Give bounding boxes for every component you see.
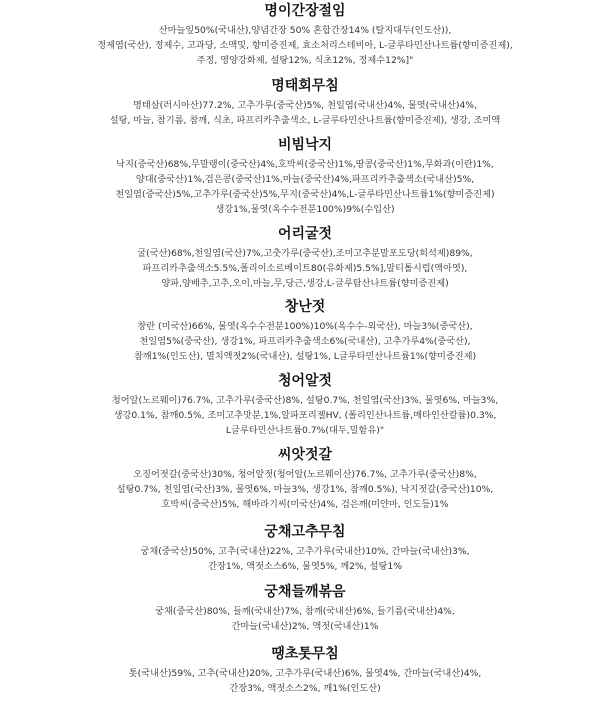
ingredient-line: 양대(중국산)1%,검은콩(중국산)1%,마늘(중국산)4%,파프리카추출색소(국내산)5%,: [135, 174, 475, 185]
ingredient-text: [0, 157, 610, 217]
ingredient-line: L글루타민산나트륨0.7%(대두,밀함유)": [225, 425, 385, 436]
section-title: 궁채들깨볶음: [264, 584, 346, 600]
ingredient-line: 산마늘잎50%(국내산),양념간장 50% 혼합간장14% (탈지대두(인도산)),: [158, 25, 452, 36]
ingredient-line: 창란 (미국산)66%, 물엿(옥수수전분100%)10%(옥수수-외국산), 마늘3%(중국산),: [137, 321, 473, 332]
section-gungchae-deulkkae: [0, 583, 610, 634]
section-title: 비빔낙지: [277, 137, 333, 153]
section-title: 씨앗젓갈: [277, 447, 333, 463]
ingredient-line: 양파,양배추,고추,오이,마늘,무,당근,생강,L-글루탐산나트륨(향미증진제): [161, 278, 449, 289]
section-title: 명태회무침: [271, 78, 339, 94]
ingredient-text: [0, 467, 610, 512]
ingredient-line: 참깨1%(인도산), 멸치액젓2%(국내산), 설탕1%, L글루타민산나트륨1%(향미증진제): [133, 351, 477, 362]
section-myeongi: [0, 2, 610, 68]
section-title: 땡초톳무침: [271, 646, 339, 662]
ingredient-line: 천일염5%(중국산), 생강1%, 파프리카추출색소6%(국내산), 고추가루4%(중국산),: [139, 336, 471, 347]
section-ssiat: [0, 446, 610, 512]
section-title: 어리굴젓: [277, 226, 333, 242]
section-gul: [0, 225, 610, 291]
ingredient-text: [0, 98, 610, 128]
ingredient-line: 톳(국내산)59%, 고추(국내산)20%, 고추가루(국내산)6%, 물엿4%, 간마늘(국내산)4%,: [128, 668, 482, 679]
section-gungchae-gochu: [0, 523, 610, 574]
ingredient-line: 정제염(국산), 정제수, 고과당, 소맥및, 향미증진제, 효소처리스테비아, L-글루타민산나트륨(향미증진제),: [97, 40, 513, 51]
ingredient-line: 천일염(중국산)5%,고추가루(중국산)5%,무지(중국산)4%,L-글루타민산나트륨1%(향미증진제): [115, 189, 495, 200]
ingredient-line: 생강1%,물엿(옥수수전분100%)9%(수입산): [215, 204, 395, 215]
ingredient-text: [0, 246, 610, 291]
ingredient-line: 낙지(중국산)68%,무말랭이(중국산)4%,호박씨(중국산)1%,땅콩(중국산)1%,무화과(이란)1%,: [116, 159, 494, 170]
ingredient-line: 명태살(러시아산)77.2%, 고추가루(중국산)5%, 천일염(국내산)4%, 물엿(국내산)4%,: [133, 100, 477, 111]
ingredient-line: 청어알(노르웨이)76.7%, 고추가루(중국산)8%, 설탕0.7%, 천일염(국산)3%, 물엿6%, 마늘3%,: [111, 395, 499, 406]
section-cheongeo: [0, 372, 610, 438]
ingredient-line: 궁채(중국산)80%, 들깨(국내산)7%, 참깨(국내산)6%, 들기름(국내산)4%,: [155, 606, 455, 617]
ingredient-text: [0, 604, 610, 634]
section-ttaengcho-tot: [0, 645, 610, 696]
ingredient-line: 주정, 영양강화제, 설탕12%, 식초12%, 정제수12%]": [196, 55, 414, 66]
ingredient-line: 호박씨(중국산)5%, 해바라기씨(미국산)4%, 검은깨(미얀마, 인도등)1%: [161, 499, 449, 510]
section-title: 청어알젓: [277, 373, 333, 389]
section-title: 명이간장절임: [264, 3, 346, 19]
section-title: 창난젓: [284, 299, 326, 315]
ingredient-line: 간장3%, 액젓소스2%, 깨1%(인도산): [229, 683, 381, 694]
section-nakji: [0, 136, 610, 217]
ingredient-line: 오징어젓갈(중국산)30%, 청어알젓(청어알(노르웨이산)76.7%, 고추가루(중국산)8%,: [133, 469, 477, 480]
ingredient-line: 설탕, 마늘, 참기름, 참깨, 식초, 파프리카추출색소, L-글루타민산나트륨(향미증진제), 생강, 조미액: [109, 115, 501, 126]
ingredient-line: 파프리카추출색소5.5%,폴리이소르베이트80(유화제)5.5%],말티톨시럽(액아엿),: [142, 263, 468, 274]
ingredient-text: [0, 319, 610, 364]
ingredient-text: [0, 666, 610, 696]
section-title: 궁채고추무침: [264, 524, 346, 540]
ingredient-text: [0, 544, 610, 574]
section-myeongtae: [0, 77, 610, 128]
ingredient-text: [0, 23, 610, 68]
section-changnan: [0, 298, 610, 364]
ingredient-line: 굴(국산)68%,천일염(국산)7%,고춧가루(중국산),조미고추분말포도당(희석제)89%,: [137, 248, 473, 259]
ingredient-line: 생강0.1%, 참깨0.5%, 조미고추맛분,1%,알파포리젤HV, (폴리인산나트륨,메타인산칼륨)0.3%,: [113, 410, 497, 421]
ingredient-line: 궁채(중국산)50%, 고추(국내산)22%, 고추가루(국내산)10%, 간마늘(국내산)3%,: [140, 546, 470, 557]
ingredient-line: 설탕0.7%, 천일염(국산)3%, 물엿6%, 마늘3%, 생강1%, 참깨0.5%), 낙지젓갈(중국산)10%,: [116, 484, 494, 495]
ingredient-line: 간장1%, 액젓소스6%, 물엿5%, 깨2%, 설탕1%: [208, 561, 402, 572]
ingredient-line: 간마늘(국내산)2%, 액젓(국내산)1%: [231, 621, 379, 632]
ingredient-text: [0, 393, 610, 438]
